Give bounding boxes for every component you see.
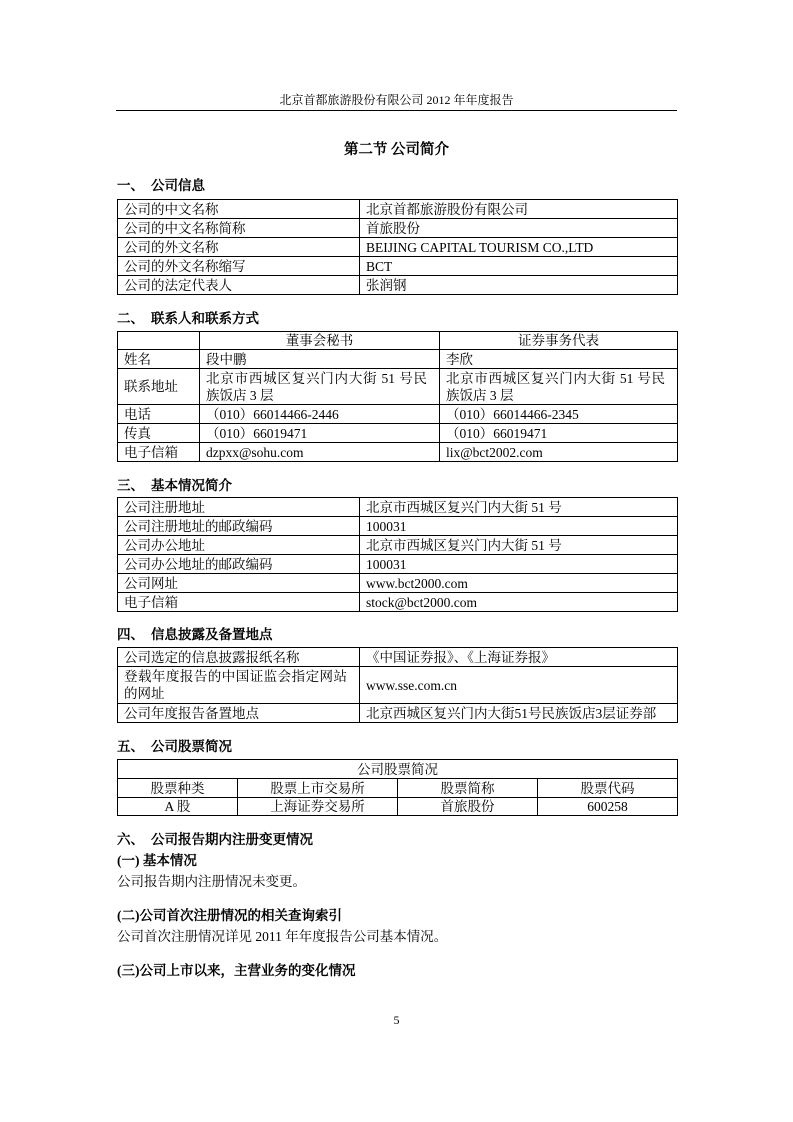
table-row — [118, 704, 678, 723]
table-row — [118, 369, 678, 405]
table-cell-value: www.bct2000.com — [360, 574, 678, 593]
table-cell-label: 公司的外文名称缩写 — [118, 257, 360, 276]
subheading-business-changes: (三)公司上市以来，主营业务的变化情况 — [117, 963, 356, 978]
table-cell-value: （010）66019471 — [200, 424, 440, 443]
table-cell-value: 李欣 — [440, 350, 678, 369]
table-cell-value: （010）66019471 — [440, 424, 678, 443]
table-row — [118, 219, 678, 238]
disclosure-table — [117, 647, 678, 723]
table-cell-value: 北京西城区复兴门内大街51号民族饭店3层证券部 — [360, 704, 678, 723]
heading-number: 三、 — [117, 478, 144, 493]
table-cell-value: （010）66014466-2345 — [440, 405, 678, 424]
table-header-cell: 股票上市交易所 — [238, 779, 398, 798]
table-header-row — [118, 779, 678, 798]
table-row — [118, 276, 678, 295]
table-cell-value: stock@bct2000.com — [360, 593, 678, 612]
table-cell-value: 首旅股份 — [398, 798, 538, 816]
table-cell-label: 联系地址 — [118, 369, 200, 405]
table-cell-value: 首旅股份 — [360, 219, 678, 238]
table-cell-label: 公司办公地址 — [118, 536, 360, 555]
table-cell-value: （010）66014466-2446 — [200, 405, 440, 424]
heading-text: 信息披露及备置地点 — [151, 627, 273, 642]
heading-number: 四、 — [117, 627, 144, 642]
basic-info-table — [117, 497, 678, 612]
table-cell-value: 段中鹏 — [200, 350, 440, 369]
paragraph-basic: 公司报告期内注册情况未变更。 — [117, 874, 306, 889]
heading-number: 六、 — [117, 832, 144, 847]
running-header: 北京首都旅游股份有限公司 2012 年年度报告 — [279, 93, 514, 107]
table-header-cell: 董事会秘书 — [200, 332, 440, 350]
table-title-cell: 公司股票简况 — [118, 760, 678, 779]
table-cell-value: 《中国证券报》、《上海证券报》 — [360, 648, 678, 667]
table-cell-label: 公司注册地址 — [118, 498, 360, 517]
table-row — [118, 667, 678, 704]
table-row — [118, 593, 678, 612]
heading-contacts — [117, 310, 259, 328]
table-cell-value: A 股 — [118, 798, 238, 816]
table-cell-value: 北京市西城区复兴门内大街 51 号 — [360, 498, 678, 517]
table-cell-label: 公司网址 — [118, 574, 360, 593]
company-info-table — [117, 199, 678, 295]
subheading-basic: (一) 基本情况 — [117, 853, 197, 868]
table-title-row — [118, 760, 678, 779]
heading-text: 公司股票简况 — [151, 739, 232, 754]
table-cell-value: 张润钢 — [360, 276, 678, 295]
table-row — [118, 424, 678, 443]
table-header-empty — [118, 332, 200, 350]
table-cell-value: BCT — [360, 257, 678, 276]
table-cell-label: 公司的中文名称简称 — [118, 219, 360, 238]
contacts-table — [117, 331, 678, 462]
table-row — [118, 350, 678, 369]
table-row — [118, 200, 678, 219]
heading-basic-info — [117, 477, 232, 495]
heading-text: 公司报告期内注册变更情况 — [151, 832, 313, 847]
table-header-cell: 股票代码 — [538, 779, 678, 798]
table-row — [118, 798, 678, 816]
section-title: 第二节 公司简介 — [343, 142, 450, 158]
heading-number: 五、 — [117, 739, 144, 754]
table-row — [118, 443, 678, 462]
stock-table — [117, 759, 678, 816]
table-row — [118, 257, 678, 276]
table-cell-value: www.sse.com.cn — [360, 667, 678, 704]
paragraph-first-registration: 公司首次注册情况详见 2011 年年度报告公司基本情况。 — [117, 929, 448, 944]
table-cell-label: 公司的外文名称 — [118, 238, 360, 257]
table-row — [118, 238, 678, 257]
table-row — [118, 574, 678, 593]
table-cell-value: 北京市西城区复兴门内大街 51 号民族饭店 3 层 — [440, 369, 678, 405]
table-cell-value: 北京市西城区复兴门内大街 51 号民族饭店 3 层 — [200, 369, 440, 405]
table-header-cell: 证券事务代表 — [440, 332, 678, 350]
table-cell-label: 传真 — [118, 424, 200, 443]
table-cell-value: 北京市西城区复兴门内大街 51 号 — [360, 536, 678, 555]
subheading-first-registration: (二)公司首次注册情况的相关查询索引 — [117, 908, 342, 923]
table-cell-label: 公司选定的信息披露报纸名称 — [118, 648, 360, 667]
table-cell-label: 姓名 — [118, 350, 200, 369]
heading-registration — [117, 831, 313, 849]
heading-text: 基本情况简介 — [151, 478, 232, 493]
table-cell-label: 登载年度报告的中国证监会指定网站的网址 — [118, 667, 360, 704]
table-cell-label: 电话 — [118, 405, 200, 424]
heading-text: 联系人和联系方式 — [151, 311, 259, 326]
heading-stock — [117, 738, 232, 756]
table-cell-label: 公司的法定代表人 — [118, 276, 360, 295]
table-cell-label: 公司的中文名称 — [118, 200, 360, 219]
heading-text: 公司信息 — [151, 178, 205, 193]
table-cell-label: 电子信箱 — [118, 443, 200, 462]
table-cell-value: 北京首都旅游股份有限公司 — [360, 200, 678, 219]
table-header-row — [118, 332, 678, 350]
table-row — [118, 405, 678, 424]
table-row — [118, 517, 678, 536]
table-cell-label: 公司注册地址的邮政编码 — [118, 517, 360, 536]
table-cell-label: 电子信箱 — [118, 593, 360, 612]
heading-number: 二、 — [117, 311, 144, 326]
table-row — [118, 555, 678, 574]
header-rule — [116, 110, 677, 111]
table-row — [118, 648, 678, 667]
table-cell-value: 100031 — [360, 555, 678, 574]
table-cell-value: dzpxx@sohu.com — [200, 443, 440, 462]
table-cell-value: lix@bct2002.com — [440, 443, 678, 462]
heading-company-info — [117, 177, 205, 195]
table-cell-value: 上海证券交易所 — [238, 798, 398, 816]
table-cell-label: 公司年度报告备置地点 — [118, 704, 360, 723]
table-row — [118, 536, 678, 555]
heading-number: 一、 — [117, 178, 144, 193]
table-header-cell: 股票简称 — [398, 779, 538, 798]
table-row — [118, 498, 678, 517]
table-cell-value: 100031 — [360, 517, 678, 536]
table-cell-value: BEIJING CAPITAL TOURISM CO.,LTD — [360, 238, 678, 257]
heading-disclosure — [117, 626, 273, 644]
table-cell-value: 600258 — [538, 798, 678, 816]
table-header-cell: 股票种类 — [118, 779, 238, 798]
page-number: 5 — [393, 1013, 400, 1027]
table-cell-label: 公司办公地址的邮政编码 — [118, 555, 360, 574]
